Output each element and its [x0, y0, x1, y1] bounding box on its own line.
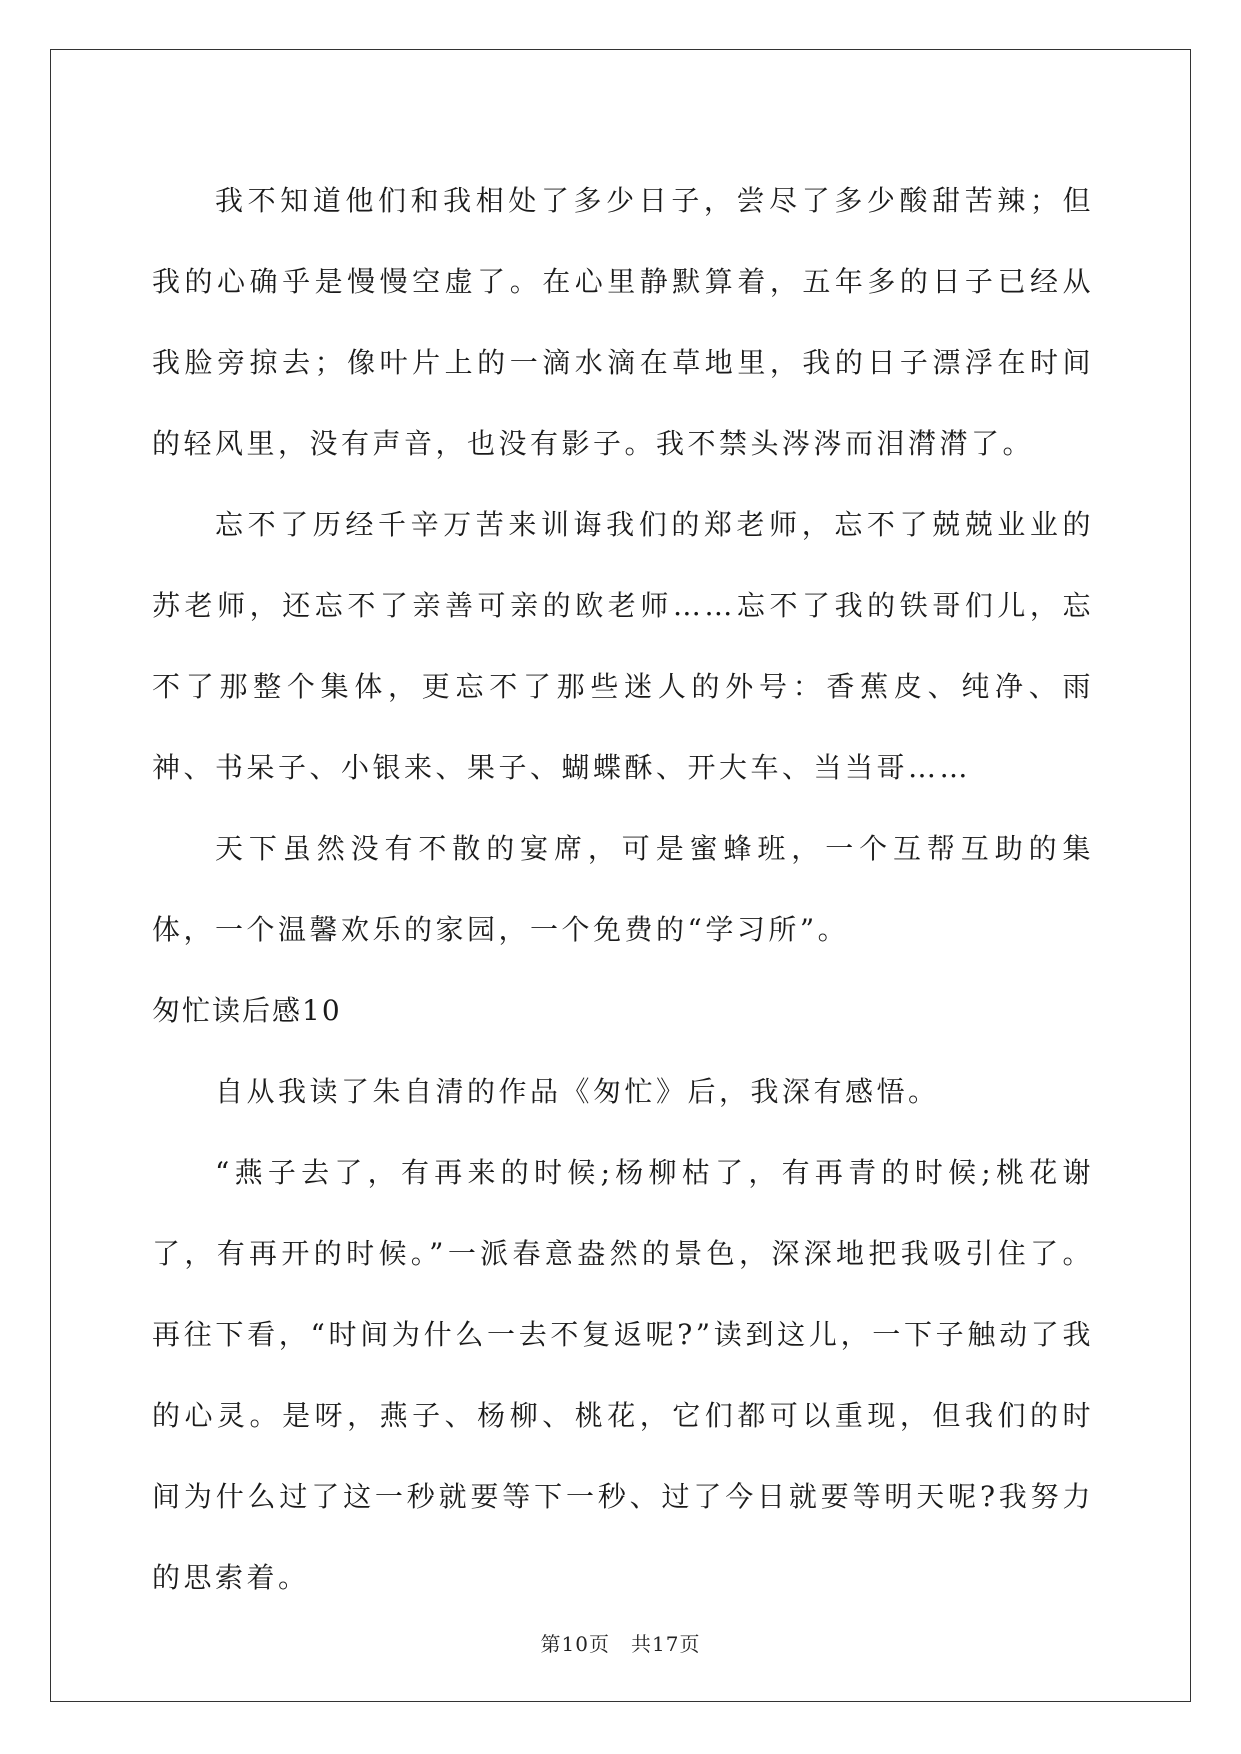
section-heading: 匆忙读后感10: [152, 994, 342, 1027]
page-number-footer: 第10页 共17页: [540, 1632, 701, 1656]
paragraph: 自从我读了朱自清的作品《匆忙》后，我深有感悟。: [215, 1075, 940, 1108]
document-body: [152, 160, 1094, 1618]
paragraph: 天下虽然没有不散的宴席，可是蜜蜂班，一个互帮互助的集体，一个温馨欢乐的家园，一个免费的“学习所”。: [152, 832, 1094, 946]
paragraph: 忘不了历经千辛万苦来训诲我们的郑老师，忘不了兢兢业业的苏老师，还忘不了亲善可亲的欧老师……忘不了我的铁哥们儿，忘不了那整个集体，更忘不了那些迷人的外号：香蕉皮、纯净、雨神、书呆子、小银来、果子、蝴蝶酥、开大车、当当哥……: [152, 508, 1094, 784]
paragraph: “燕子去了，有再来的时候;杨柳枯了，有再青的时候;桃花谢了，有再开的时候。”一派春意盎然的景色，深深地把我吸引住了。再往下看，“时间为什么一去不复返呢?”读到这儿，一下子触动了我的心灵。是呀，燕子、杨柳、桃花，它们都可以重现，但我们的时间为什么过了这一秒就要等下一秒、过了今日就要等明天呢?我努力的思索着。: [152, 1156, 1094, 1594]
paragraph: 我不知道他们和我相处了多少日子，尝尽了多少酸甜苦辣；但我的心确乎是慢慢空虚了。在心里静默算着，五年多的日子已经从我脸旁掠去；像叶片上的一滴水滴在草地里，我的日子漂浮在时间的轻风里，没有声音，也没有影子。我不禁头涔涔而泪潸潸了。: [152, 184, 1094, 460]
